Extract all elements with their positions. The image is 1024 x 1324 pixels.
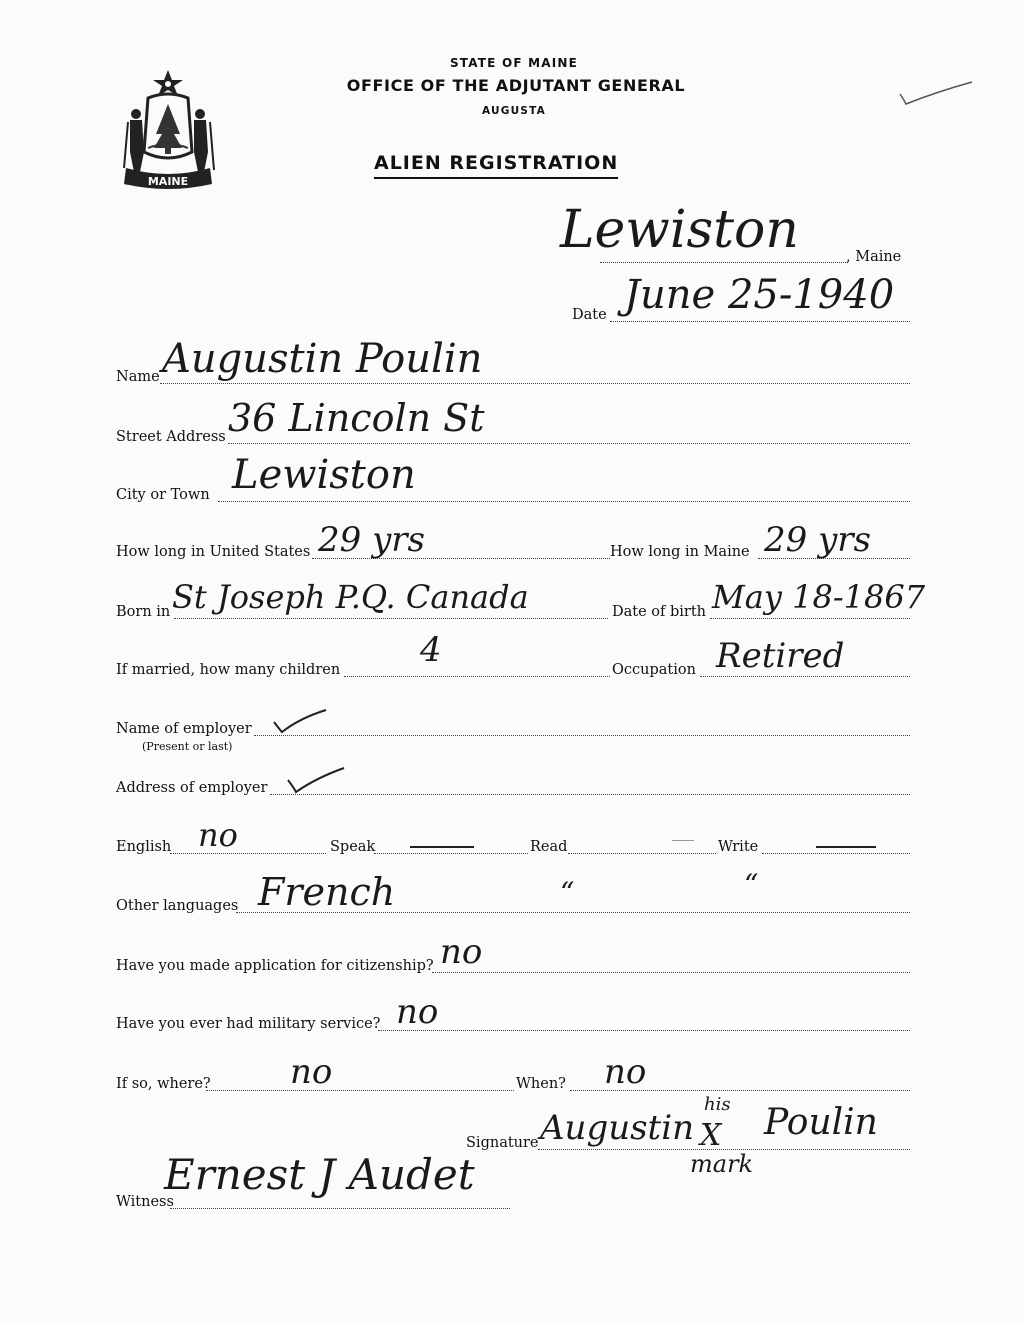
city-label: City or Town (116, 487, 210, 503)
signature-last: Poulin (764, 1102, 878, 1143)
place-value: Lewiston (560, 200, 799, 260)
write-dash (816, 846, 876, 848)
english-label: English (116, 839, 172, 855)
signature-mark-word: mark (690, 1150, 754, 1178)
witness-label: Witness (116, 1194, 174, 1210)
other-languages-label: Other languages (116, 898, 239, 914)
employer-note: (Present or last) (142, 740, 233, 753)
military-label: Have you ever had military service? (116, 1016, 381, 1032)
where-label: If so, where? (116, 1076, 211, 1092)
seal-ribbon-text: MAINE (147, 175, 189, 188)
place-suffix: , Maine (846, 249, 902, 265)
when-label: When? (516, 1076, 566, 1092)
ditto-mark-2: “ (744, 868, 759, 901)
english-value: no (198, 816, 238, 854)
military-value: no (396, 992, 439, 1032)
read-dash (672, 840, 694, 841)
children-label: If married, how many children (116, 662, 341, 678)
children-value: 4 (420, 630, 442, 670)
signature-x-mark: X (700, 1118, 722, 1153)
city-heading: AUGUSTA (482, 105, 546, 117)
write-label: Write (718, 839, 759, 855)
when-value: no (604, 1052, 647, 1092)
maine-label: How long in Maine (610, 544, 750, 560)
employer-address-label: Address of employer (116, 780, 268, 796)
office-heading: OFFICE OF THE ADJUTANT GENERAL (346, 76, 686, 95)
other-languages-value: French (258, 870, 396, 914)
dob-label: Date of birth (612, 604, 707, 620)
name-label: Name (116, 369, 160, 385)
street-label: Street Address (116, 429, 226, 445)
date-label: Date (572, 307, 607, 323)
speak-label: Speak (330, 839, 376, 855)
signature-his: his (704, 1094, 731, 1115)
employer-label: Name of employer (116, 721, 252, 737)
us-value: 29 yrs (318, 520, 425, 560)
speak-dash (410, 846, 474, 848)
employer-check-icon (270, 706, 330, 736)
street-value: 36 Lincoln St (228, 396, 485, 440)
dob-value: May 18-1867 (712, 578, 926, 616)
where-value: no (290, 1052, 333, 1092)
witness-value: Ernest J Audet (164, 1150, 475, 1199)
form-title: ALIEN REGISTRATION (374, 152, 618, 179)
occupation-value: Retired (716, 636, 845, 676)
date-value: June 25-1940 (624, 272, 895, 318)
occupation-label: Occupation (612, 662, 696, 678)
maine-value: 29 yrs (764, 520, 871, 560)
born-value: St Joseph P.Q. Canada (172, 578, 529, 616)
citizenship-value: no (440, 932, 483, 972)
us-label: How long in United States (116, 544, 311, 560)
state-heading: STATE OF MAINE (449, 56, 579, 70)
ditto-mark-1: “ (560, 876, 575, 909)
name-value: Augustin Poulin (162, 336, 483, 382)
born-label: Born in (116, 604, 171, 620)
signature-first: Augustin (540, 1108, 694, 1148)
signature-label: Signature (466, 1135, 539, 1151)
read-label: Read (530, 839, 568, 855)
employer-address-check-icon (284, 764, 348, 796)
citizenship-label: Have you made application for citizenship? (116, 958, 434, 974)
check-mark-icon (896, 80, 976, 110)
city-value: Lewiston (232, 452, 416, 498)
